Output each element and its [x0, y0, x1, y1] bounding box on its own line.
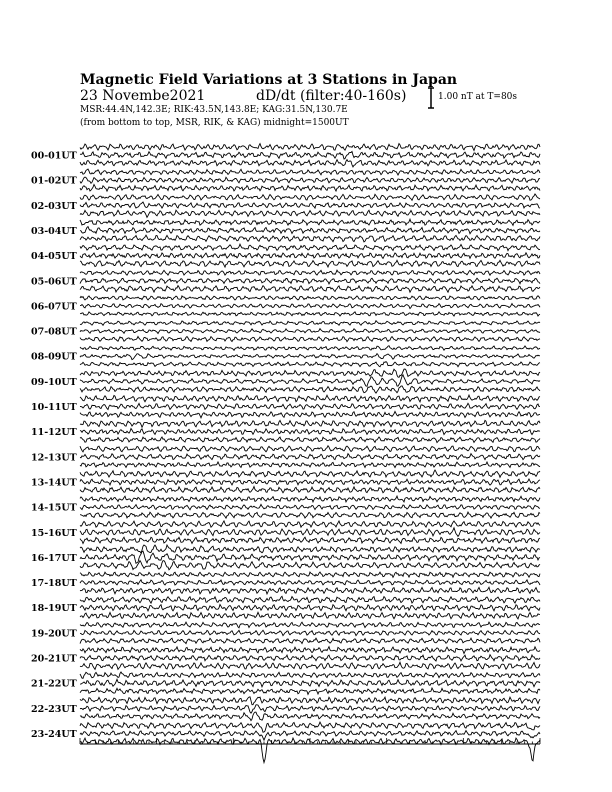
- row-label: 16-17UT: [31, 552, 77, 564]
- trace-row: [31, 521, 540, 544]
- trace-kag: [80, 369, 540, 377]
- trace-rik: [80, 152, 540, 160]
- trace-kag: [80, 697, 540, 705]
- chart-subtitle: dD/dt (filter:40-160s): [256, 88, 407, 104]
- trace-rik: [80, 304, 540, 309]
- station-coordinates: MSR:44.4N,142.3E; RIK:43.5N,143.8E; KAG:31.5N,130.7E: [80, 105, 348, 115]
- trace-kag: [80, 346, 540, 351]
- trace-row: [31, 144, 540, 167]
- row-label: 06-07UT: [31, 301, 77, 313]
- trace-rows: [31, 144, 540, 763]
- row-label: 03-04UT: [31, 225, 77, 237]
- trace-rik: [80, 253, 540, 259]
- trace-rik: [80, 705, 540, 713]
- trace-rik: [80, 528, 540, 537]
- trace-rik: [80, 630, 540, 635]
- trace-kag: [80, 296, 540, 300]
- trace-msr: [80, 462, 540, 468]
- trace-kag: [80, 321, 540, 326]
- trace-msr: [80, 688, 540, 694]
- row-label: 04-05UT: [31, 251, 77, 263]
- trace-msr: [80, 537, 540, 543]
- trace-rik: [80, 329, 540, 334]
- trace-kag: [80, 470, 540, 477]
- trace-rik: [80, 504, 540, 509]
- trace-row: [31, 697, 540, 721]
- trace-row: [31, 470, 540, 493]
- trace-kag: [80, 194, 540, 200]
- trace-rik: [80, 454, 540, 460]
- trace-row: [31, 296, 540, 316]
- trace-msr: [80, 160, 540, 167]
- row-label: 07-08UT: [31, 326, 77, 338]
- trace-rik: [80, 580, 540, 585]
- trace-msr: [80, 386, 540, 393]
- trace-kag: [80, 647, 540, 654]
- trace-msr: [80, 712, 540, 721]
- trace-msr: [80, 312, 540, 316]
- trace-msr: [80, 337, 540, 342]
- row-label: 08-09UT: [31, 351, 77, 363]
- trace-msr: [80, 286, 540, 293]
- trace-rik: [80, 655, 540, 661]
- trace-kag: [80, 496, 540, 502]
- trace-row: [31, 369, 540, 393]
- row-label: 19-20UT: [31, 628, 77, 640]
- row-label: 17-18UT: [31, 578, 77, 590]
- trace-msr: [80, 587, 540, 594]
- row-label: 12-13UT: [31, 452, 77, 464]
- trace-msr: [80, 512, 540, 518]
- trace-kag: [80, 596, 540, 603]
- trace-msr: [80, 638, 540, 643]
- trace-row: [31, 622, 540, 644]
- trace-msr: [80, 662, 540, 669]
- trace-row: [31, 446, 540, 468]
- row-label: 09-10UT: [31, 376, 77, 388]
- row-label: 21-22UT: [31, 678, 77, 690]
- row-label: 20-21UT: [31, 653, 77, 665]
- trace-rik: [80, 605, 540, 611]
- row-label: 23-24UT: [31, 728, 77, 740]
- station-order-note: (from bottom to top, MSR, RIK, & KAG) midnight=1500UT: [80, 118, 349, 128]
- row-label: 14-15UT: [31, 502, 77, 514]
- trace-kag: [80, 622, 540, 628]
- trace-rik: [80, 202, 540, 208]
- trace-rik: [80, 403, 540, 409]
- trace-kag: [80, 672, 540, 678]
- trace-row: [31, 270, 540, 292]
- trace-kag: [80, 169, 540, 175]
- trace-kag: [80, 722, 540, 732]
- trace-row: [31, 596, 540, 619]
- trace-kag: [80, 446, 540, 452]
- trace-row: [31, 672, 540, 694]
- row-label: 15-16UT: [31, 527, 77, 539]
- trace-rik: [80, 429, 540, 435]
- trace-msr: [80, 487, 540, 493]
- trace-msr: [80, 210, 540, 217]
- row-label: 13-14UT: [31, 477, 77, 489]
- scale-label: 1.00 nT at T=80s: [438, 92, 518, 102]
- trace-rik: [80, 679, 540, 687]
- chart-title: Magnetic Field Variations at 3 Stations in Japan: [80, 72, 458, 88]
- row-label: 10-11UT: [31, 402, 77, 413]
- trace-msr: [80, 362, 540, 367]
- trace-msr: [80, 411, 540, 417]
- trace-kag: [80, 144, 540, 151]
- trace-row: [31, 572, 540, 594]
- row-label: 00-01UT: [31, 150, 77, 162]
- trace-row: [31, 194, 540, 217]
- scale-bar: [428, 88, 434, 108]
- trace-row: [31, 169, 540, 191]
- trace-rik: [80, 479, 540, 485]
- trace-msr: [80, 235, 540, 242]
- trace-kag: [80, 545, 540, 553]
- trace-msr: [80, 185, 540, 192]
- trace-msr: [80, 612, 540, 619]
- row-label: 01-02UT: [31, 175, 77, 187]
- trace-row: [31, 496, 540, 518]
- row-label: 02-03UT: [31, 200, 77, 212]
- trace-kag: [80, 219, 540, 225]
- trace-kag: [80, 244, 540, 250]
- trace-row: [31, 420, 540, 442]
- trace-rik: [80, 278, 540, 284]
- trace-rik: [80, 354, 540, 360]
- trace-row: [31, 647, 540, 670]
- trace-row: [31, 346, 540, 367]
- trace-msr: [80, 260, 540, 267]
- trace-row: [31, 395, 540, 418]
- trace-row: [31, 545, 540, 570]
- row-label: 22-23UT: [31, 703, 77, 715]
- trace-rik: [80, 375, 540, 386]
- time-axis: [80, 738, 540, 744]
- trace-rik: [80, 227, 540, 234]
- trace-row: [31, 321, 540, 342]
- row-label: 05-06UT: [31, 276, 77, 288]
- trace-rik: [80, 551, 540, 563]
- trace-kag: [80, 572, 540, 577]
- trace-row: [31, 244, 540, 267]
- trace-msr: [80, 437, 540, 443]
- chart-date: 23 Novembe2021: [80, 88, 206, 104]
- trace-kag: [80, 420, 540, 427]
- row-label: 18-19UT: [31, 603, 77, 615]
- trace-kag: [80, 270, 540, 275]
- trace-row: [31, 219, 540, 242]
- row-label: 11-12UT: [31, 427, 77, 439]
- trace-msr: [80, 561, 540, 570]
- trace-kag: [80, 521, 540, 527]
- trace-rik: [80, 177, 540, 183]
- trace-kag: [80, 395, 540, 402]
